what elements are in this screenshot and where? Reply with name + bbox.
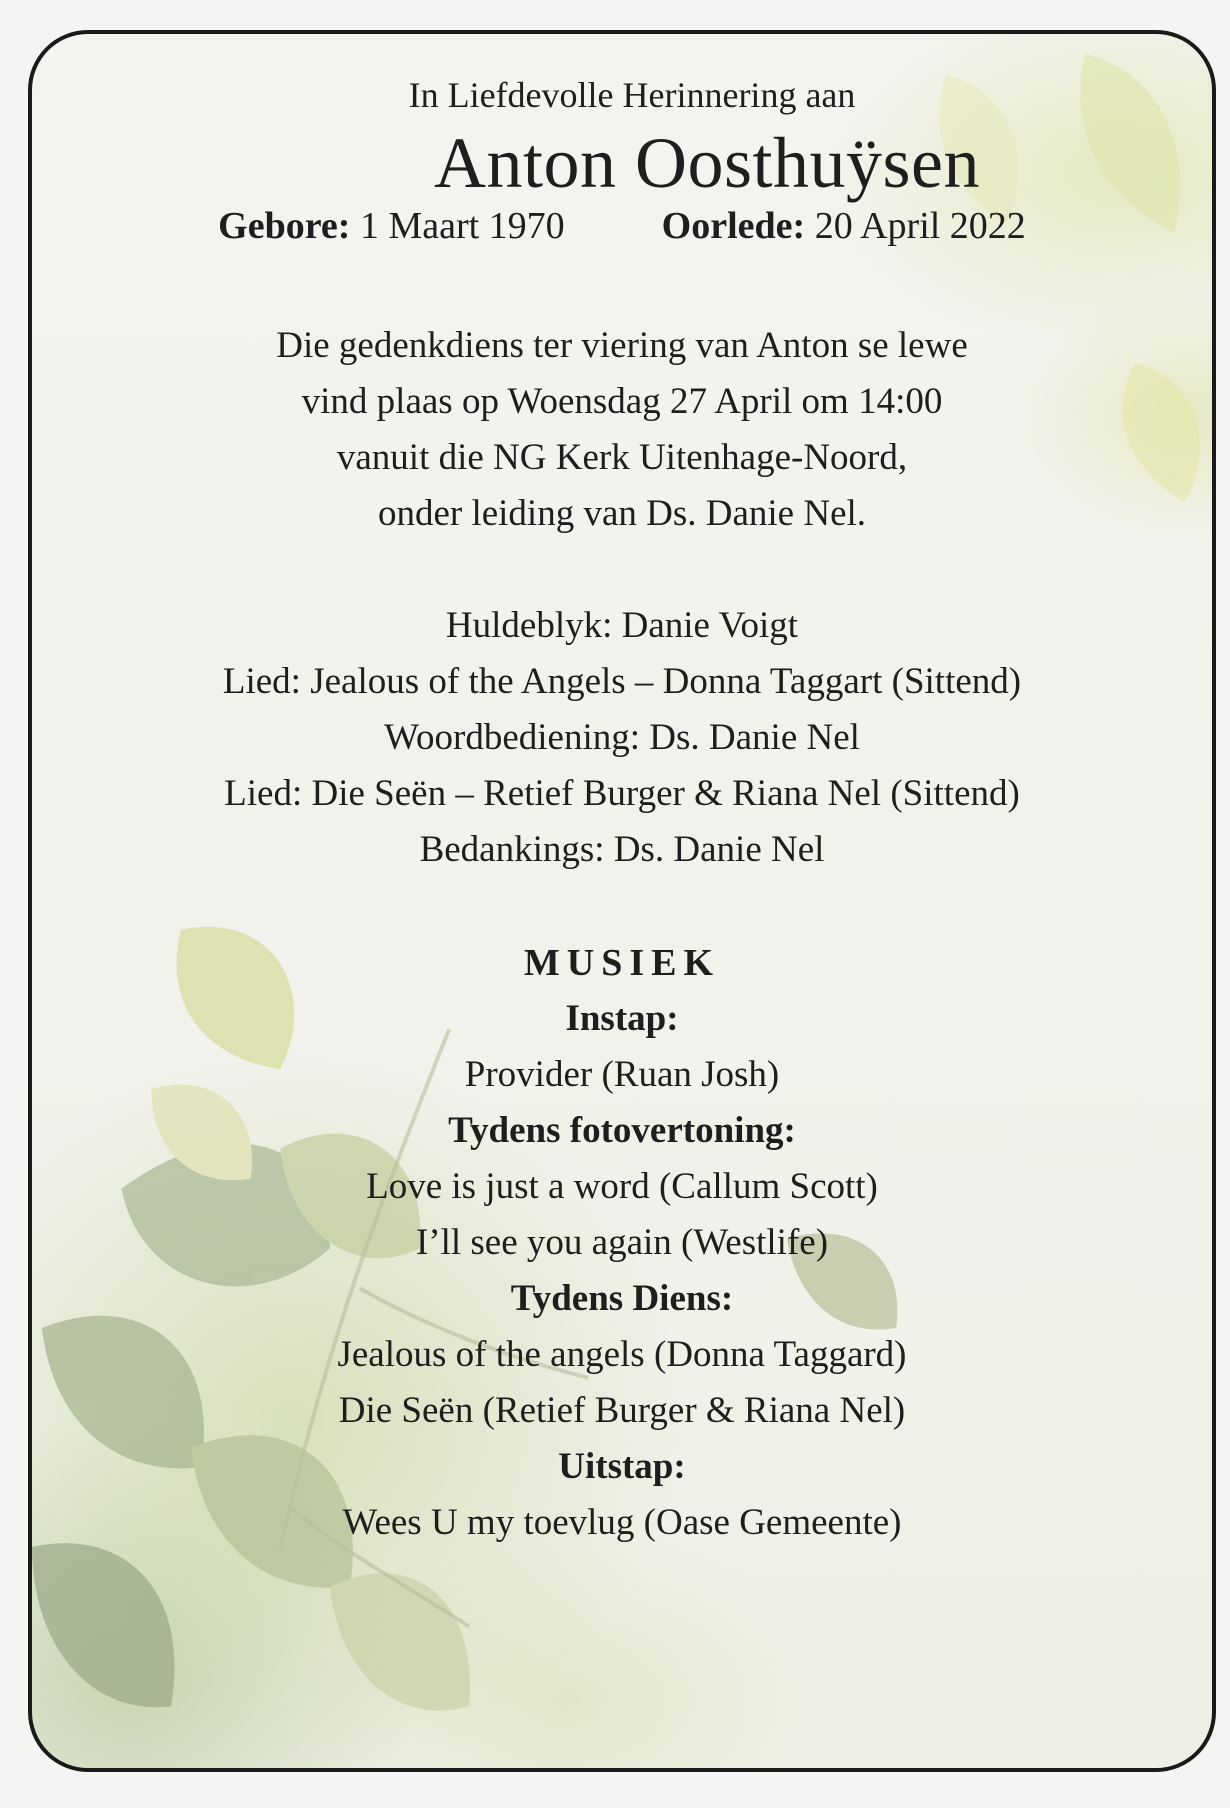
died-date: 20 April 2022 bbox=[814, 205, 1026, 247]
service-line: vind plaas op Woensdag 27 April om 14:00 bbox=[301, 381, 943, 422]
instap-heading: Instap: bbox=[565, 998, 679, 1039]
born-label: Gebore: bbox=[218, 205, 351, 247]
programme-line: Lied: Jealous of the Angels – Donna Taggart (Sittend) bbox=[222, 661, 1022, 702]
service-songs-heading: Tydens Diens: bbox=[510, 1278, 734, 1319]
song-line: Jealous of the angels (Donna Taggard) bbox=[337, 1334, 907, 1375]
photo-heading: Tydens fotovertoning: bbox=[448, 1110, 796, 1151]
born-date: 1 Maart 1970 bbox=[359, 205, 565, 247]
song-line: Provider (Ruan Josh) bbox=[464, 1054, 780, 1095]
song-line: Love is just a word (Callum Scott) bbox=[366, 1166, 878, 1207]
song-line: I’ll see you again (Westlife) bbox=[415, 1222, 829, 1263]
song-line: Die Seën (Retief Burger & Riana Nel) bbox=[338, 1390, 906, 1431]
uitstap-heading: Uitstap: bbox=[558, 1446, 686, 1487]
programme-line: Woordbediening: Ds. Danie Nel bbox=[384, 717, 860, 758]
music-title: MUSIEK bbox=[523, 942, 721, 984]
memorial-card bbox=[28, 30, 1216, 1772]
programme-line: Lied: Die Seën – Retief Burger & Riana Nel (Sittend) bbox=[224, 773, 1020, 814]
song-line: Wees U my toevlug (Oase Gemeente) bbox=[342, 1502, 902, 1543]
card-content bbox=[32, 34, 1212, 1768]
service-line: vanuit die NG Kerk Uitenhage-Noord, bbox=[336, 437, 908, 478]
dates-row bbox=[32, 204, 1212, 248]
programme-line: Bedankings: Ds. Danie Nel bbox=[419, 829, 825, 870]
intro-text: In Liefdevolle Herinnering aan bbox=[408, 75, 856, 115]
died-label: Oorlede: bbox=[661, 205, 806, 247]
service-line: onder leiding van Ds. Danie Nel. bbox=[377, 493, 867, 534]
programme-line: Huldeblyk: Danie Voigt bbox=[445, 605, 799, 646]
service-line: Die gedenkdiens ter viering van Anton se lewe bbox=[276, 325, 968, 366]
deceased-name: Anton Oosthuÿsen bbox=[434, 123, 980, 203]
